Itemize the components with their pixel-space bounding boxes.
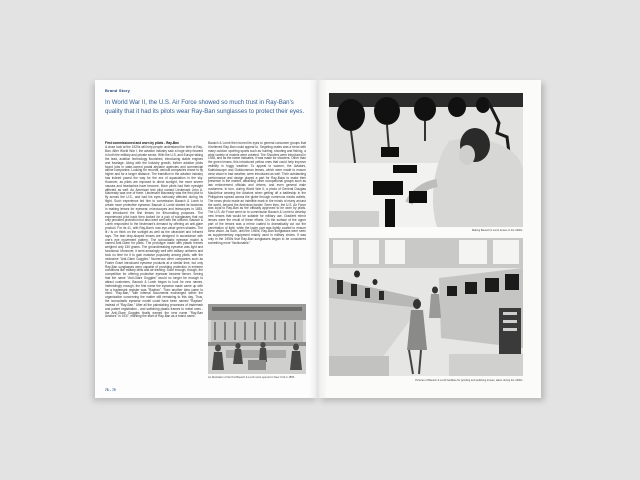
section-label: Brand Story: [105, 88, 131, 93]
right-page: [318, 80, 541, 398]
body-column-2: [208, 142, 306, 255]
body-column-1: [105, 141, 203, 319]
bottom-photo-caption: Pictures of Bausch & Lomb facilities for grinding and polishing lenses, taken during the 1900s.: [415, 379, 523, 382]
factory-floor-photo: [329, 238, 523, 376]
column-heading: First commissioned and worn by pilots - Ray-Ban: [105, 141, 179, 145]
store-illustration: [208, 304, 306, 374]
lead-paragraph: In World War II, the U.S. Air Force showed so much trust in Ray-Ban's quality that it had its pilots wear Ray-Ban sunglasses to protect their eyes.: [105, 99, 305, 115]
page-number: 78 – 79: [105, 388, 116, 392]
top-photo-caption: Making Bausch & Lomb lenses in the 1900s.: [471, 229, 523, 232]
left-page: [95, 80, 318, 398]
figure-caption: An illustration of the first Bausch & Lomb store opened in New York in 1853.: [208, 376, 295, 379]
column-1-text: A close look at the 1920s will help people understand the birth of Ray-Ban. After World War I, the aviation industry saw a huge step forward in both the military and private sector. With the U.S. and Europe taking the lead, aviation technology flourished, introducing stable engines and fuselage. Along with the industry growth, further aviation pilots found jobs in state-owned postal airplane agencies and commercial airline companies. Looking for records, various companies chose to fly higher and for a longer distance. The transition in the aviation industry has indeed paved the way for the era of aquaviation in the sky. However, as pilots are exposed to direct sunlight, the more severe nausea and headaches have become. More pilots had their eyesight affected as well. An American test pilot named Lieutenant John A. Macready was one of them. Lieutenant Macready was the first pilot to fly across the U.S., and had his eyes seriously affected during his flight. Such experience led him to commission Bausch & Lomb to create more protective eyewear. Bausch & Lomb started its business in making lenses for eyewear, microscopes and telescopes in 1853, and introduced the first lenses for film-making purposes. The experienced pilot back then looked for a pair of sunglasses that not only provided protection but also went well with the uniform. Bausch & Lomb responded to the lieutenant's demand by offering an anti-glare product. For its 41, with Ray-Ban's now eye-value green shades. The lit / is on think on the sunlight as well as the ultraviolet and infrared rays. The tear drop-shaped lenses are designed in accordance with one's eye movement pattern. The iconoclastic eyewear model is named Anti-Glare for pilots. The prototype made with plastic frames weighed only 150 grams. The groundbreaking eyewear was light and functional. Moreover, it went amazingly well with military uniforms and took no time for it to gain massive popularity among pilots, with the nickname "Anti-Glare Goggles." Numerous other companies such as Foster Grant introduced eyewear products at a similar time, but only Ray-Ban sunglasses were capable of providing protection in extreme conditions like military drills and air training. Soon enough, though, the competition for offering protective eyewear became fiercer. Seeing that the name "Anti-Glare Goggles" would no longer be enough to attract customers, Bausch & Lomb began to look for new names. Interestingly enough, the first name the eyewear made came up with for a trademark register was "Rayban". Then another idea came to mind: "Ray-Ban," with internal documents exchanged within the organization concerning the matter still remaining to this day. Thus, the iconoclastic eyewear model could have been named "Rayban" instead of "Ray-Ban." After all the painstaking processes of trademark and patent registration - and switching plastic frames to metal ones - the Anti-Glare Goggles finally earned the new name "Ray-Ban Aviators" in 1937, marking the start of Ray-Ban as a brand name.: [105, 145, 203, 319]
magazine-spread: [95, 80, 541, 398]
lens-making-photo: [329, 93, 523, 227]
column-2-text: Bausch & Lomb then turned its eyes to general consumer groups that it believed Ray-Ban could appeal to. Targeting males was a trend with many outdoor sporting sports such as hunting, shooting and fishing, a wide variety of models were created. The Shooters were introduced in 1938, and as the name indicates, it was made for shooters. Other than the green lenses, this introduced yellow ones that could help improve visibility in foggy weather. To appeal to women, the Aviators, Kaleidoscope and Outdoorsman lenses, which were made to ensure clear vision in bad weather, were introduced as well. Their outstanding performance and design played a part for Ray-Bans to make their presence in the market, attracting other occupational groups such as law enforcement officials and drivers, and even general male customers. In turn, during World War II, a photo of General Douglas MacArthur wearing the Aviators when getting off a battleship in the Philippines spread across the globe through numerous media outlets. The news photo made an indelible mark in the minds of many around the world, beyond the American border. Seen then, the U.S. Air Force was loyal to Ray-Ban as the officially approved to be worn by pilots. The U.S. Air Force went on to commission Bausch & Lomb to develop new lenses that would be suitable for military use. Gradient mirror lenses were the result of these efforts. On the surface of the upper part of the lenses was a mirror coated to dramatically cut out the penetration of light, while the lower part was lightly coated to ensure clear vision. As such, until the 1940s, Ray-Ban sunglasses were seen as supplementary equipment mainly used in military circles. It was only in the 1950s that Ray-Ban sunglasses began to be considered something more "fashionable.": [208, 141, 306, 245]
